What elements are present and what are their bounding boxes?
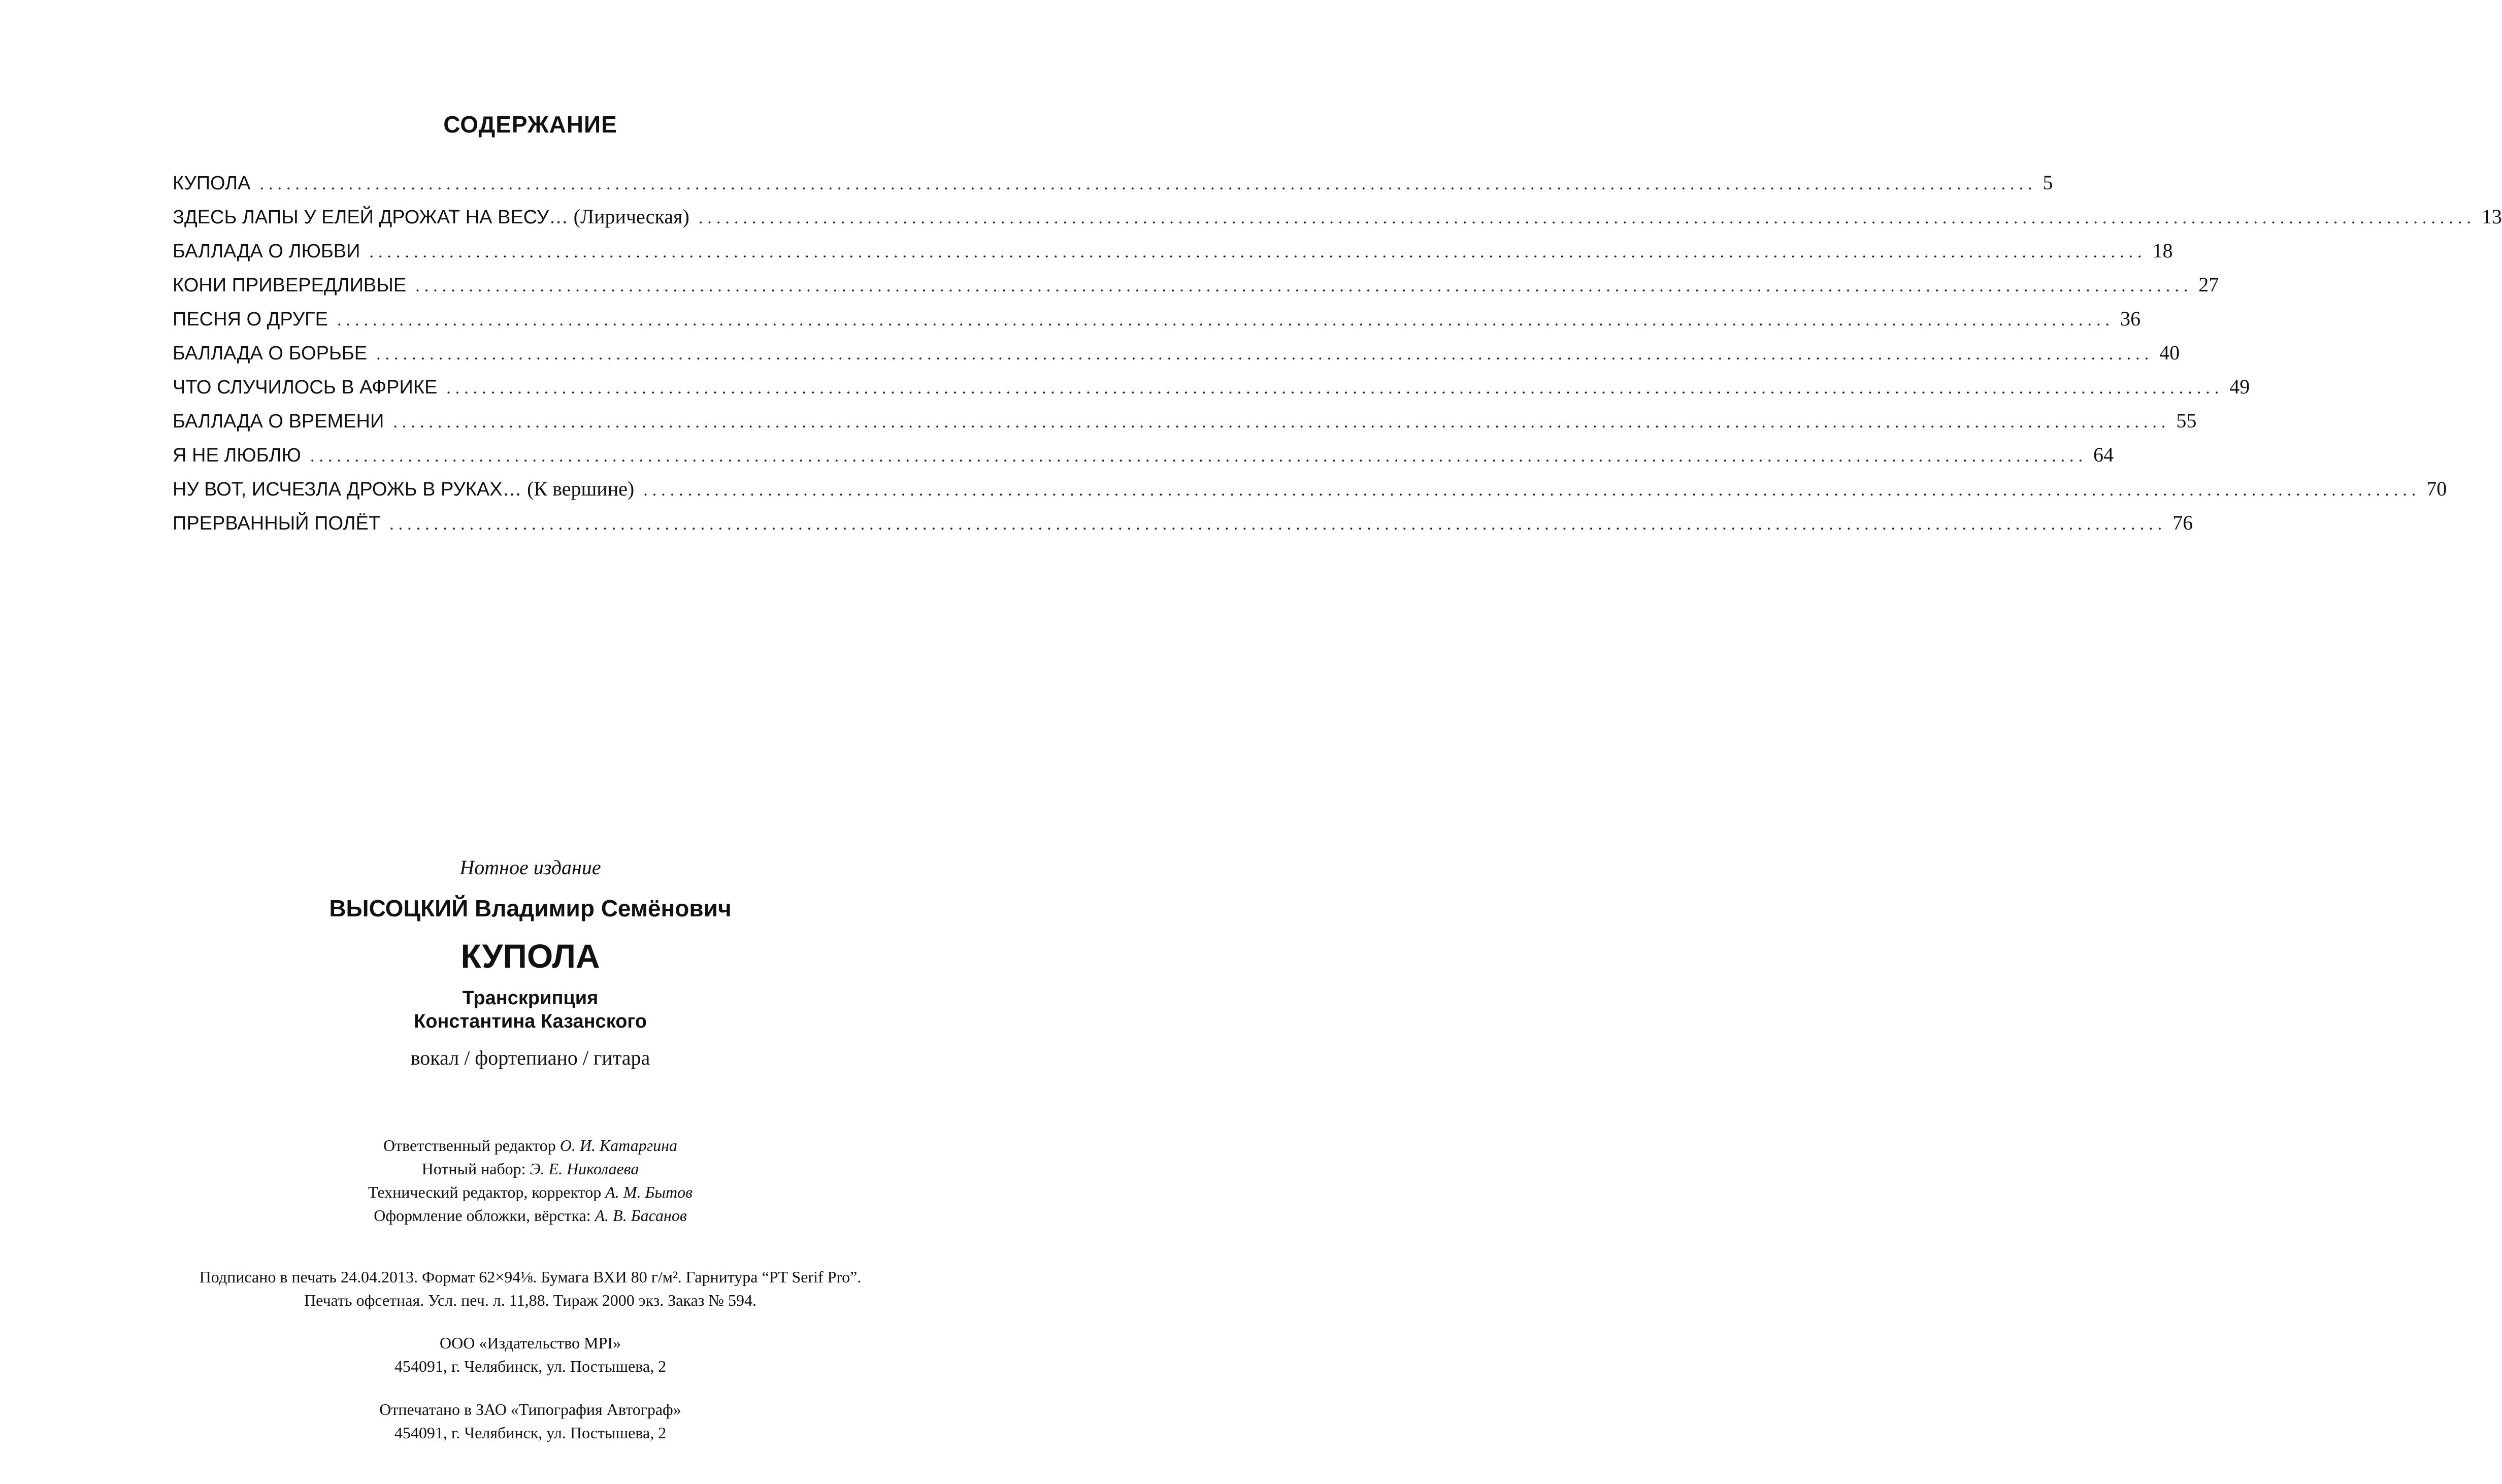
toc-item-page: 49: [2229, 375, 2250, 398]
toc-leader-dots: ........................................................................................................................................................................................................: [369, 243, 2147, 261]
credit-name: Э. Е. Николаева: [530, 1160, 639, 1178]
toc-item: [173, 205, 2502, 239]
transcription-line: Транскрипция: [462, 987, 599, 1009]
toc-leader-dots: ........................................................................................................................................................................................................: [393, 413, 2170, 432]
edition-type: Нотное издание: [459, 856, 601, 879]
toc-item-page: 40: [2159, 341, 2180, 364]
book-title: КУПОЛА: [460, 937, 600, 975]
toc-leader-dots: ........................................................................................................................................................................................................: [259, 175, 2037, 193]
printer-info: [0, 1398, 1061, 1444]
toc-item: [173, 443, 2114, 477]
toc-item-title: БАЛЛАДА О ВРЕМЕНИ: [173, 411, 384, 432]
publisher-info: [0, 1331, 1061, 1378]
credit-line: Ответственный редактор О. И. Катаргина: [383, 1136, 678, 1155]
toc-item-title: Я НЕ ЛЮБЛЮ: [173, 445, 301, 466]
toc-item: [173, 307, 2141, 341]
print-details-line: Печать офсетная. Усл. печ. л. 11,88. Тираж 2000 экз. Заказ № 594.: [304, 1291, 756, 1309]
toc-item: [173, 341, 2180, 375]
toc-leader-dots: ........................................................................................................................................................................................................: [698, 209, 2476, 227]
toc-item-title: ЧТО СЛУЧИЛОСЬ В АФРИКЕ: [173, 377, 438, 398]
toc-item-page: 13: [2481, 205, 2502, 228]
toc-title: СОДЕРЖАНИЕ: [443, 111, 617, 138]
toc-item: [173, 409, 2197, 443]
toc-leader-dots: ........................................................................................................................................................................................................: [337, 311, 2114, 329]
credit-name: А. В. Басанов: [595, 1206, 687, 1225]
toc-item-page: 36: [2120, 307, 2141, 330]
publisher-name: ООО «Издательство MPI»: [440, 1334, 621, 1352]
toc-item-page: 70: [2426, 477, 2447, 500]
credit-name: А. М. Бытов: [605, 1183, 693, 1201]
printer-name: Отпечатано в ЗАО «Типография Автограф»: [379, 1400, 681, 1419]
credit-line: Технический редактор, корректор А. М. Бытов: [368, 1183, 693, 1201]
toc-item: [173, 171, 2053, 205]
toc-item: [173, 375, 2250, 409]
toc-item-title: ПЕСНЯ О ДРУГЕ: [173, 309, 328, 330]
toc-leader-dots: ........................................................................................................................................................................................................: [643, 481, 2421, 500]
toc-item-title: БАЛЛАДА О БОРЬБЕ: [173, 343, 368, 364]
transcriber-name: Константина Казанского: [414, 1011, 647, 1032]
transcription-credit: [0, 986, 1061, 1033]
toc-item-subtitle: (К вершине): [527, 477, 635, 500]
credit-name: О. И. Катаргина: [559, 1136, 678, 1155]
toc-leader-dots: ........................................................................................................................................................................................................: [310, 447, 2087, 466]
toc-item-title: КОНИ ПРИВЕРЕДЛИВЫЕ: [173, 275, 407, 296]
toc-item-page: 18: [2152, 239, 2173, 262]
toc-item: [173, 477, 2447, 511]
toc-item-title: БАЛЛАДА О ЛЮБВИ: [173, 241, 360, 262]
toc-item-page: 76: [2172, 511, 2193, 534]
printer-address: 454091, г. Челябинск, ул. Постышева, 2: [394, 1424, 667, 1442]
toc-item: [173, 511, 2193, 545]
author-name: ВЫСОЦКИЙ Владимир Семёнович: [329, 895, 732, 921]
instrumentation: вокал / фортепиано / гитара: [410, 1046, 650, 1069]
toc-item-page: 55: [2176, 409, 2197, 432]
toc-item: [173, 273, 2219, 307]
toc-item-title: ЗДЕСЬ ЛАПЫ У ЕЛЕЙ ДРОЖАТ НА ВЕСУ… (Лирическая): [173, 205, 689, 228]
print-details: [0, 1265, 1061, 1312]
toc-leader-dots: ........................................................................................................................................................................................................: [376, 345, 2154, 364]
credits-block: [0, 1134, 1061, 1227]
toc-item-title: НУ ВОТ, ИСЧЕЗЛА ДРОЖЬ В РУКАХ… (К вершине): [173, 477, 635, 500]
toc-item-subtitle: (Лирическая): [573, 205, 689, 228]
toc-item-page: 5: [2043, 171, 2053, 194]
toc-leader-dots: ........................................................................................................................................................................................................: [389, 515, 2167, 534]
print-details-line: Подписано в печать 24.04.2013. Формат 62×94⅛. Бумага ВХИ 80 г/м². Гарнитура “PT Serif Pro”.: [199, 1268, 862, 1286]
toc-item-title: КУПОЛА: [173, 173, 251, 194]
toc-list: [173, 171, 2502, 545]
toc-leader-dots: ........................................................................................................................................................................................................: [415, 277, 2193, 295]
toc-leader-dots: ........................................................................................................................................................................................................: [446, 379, 2224, 398]
toc-item-page: 64: [2093, 443, 2114, 466]
credit-line: Нотный набор: Э. Е. Николаева: [421, 1160, 639, 1178]
toc-item-title: ПРЕРВАННЫЙ ПОЛЁТ: [173, 513, 381, 534]
toc-item: [173, 239, 2173, 273]
credit-line: Оформление обложки, вёрстка: А. В. Басанов: [374, 1206, 687, 1225]
toc-item-page: 27: [2198, 273, 2219, 296]
publisher-address: 454091, г. Челябинск, ул. Постышева, 2: [394, 1357, 667, 1375]
